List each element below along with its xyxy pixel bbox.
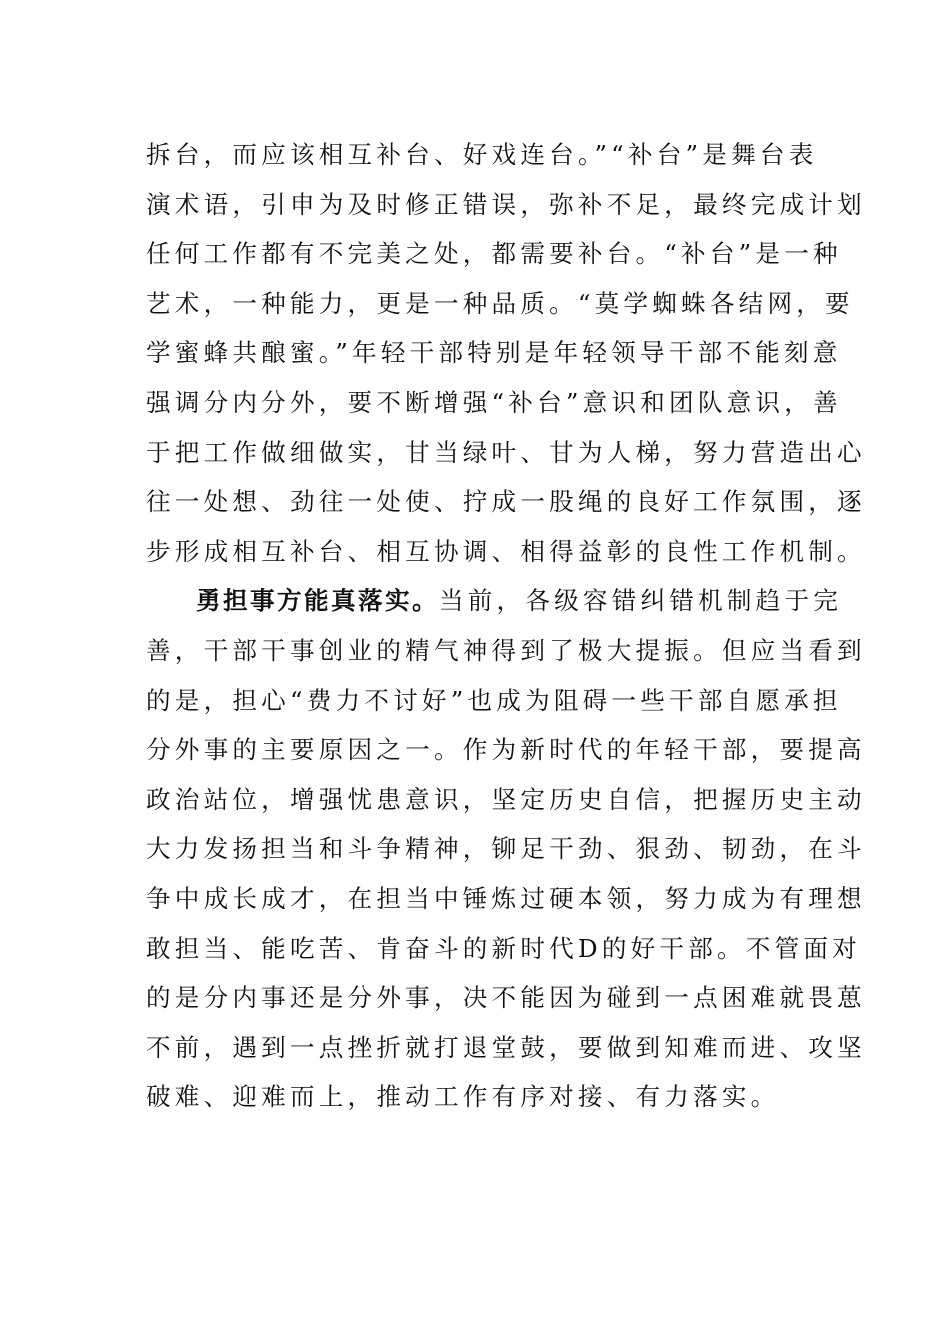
paragraph-2-first-line-text: 当前，各级容错纠错机制趋于完	[438, 586, 843, 616]
paragraph-2-line: 不前，遇到一点挫折就打退堂鼓，要做到知难而进、攻坚	[146, 1032, 866, 1062]
paragraph-1-line: 任何工作都有不完美之处，都需要补台。“补台”是一种	[146, 239, 842, 269]
paragraph-1-line: 步形成相互补台、相互协调、相得益彰的良性工作机制。	[146, 536, 866, 566]
paragraph-1-line: 演术语，引申为及时修正错误，弥补不足，最终完成计划	[146, 189, 866, 219]
paragraph-heading: 勇担事方能真落实。	[196, 586, 439, 616]
paragraph-2-line: 善，干部干事创业的精气神得到了极大提振。但应当看到	[146, 635, 866, 665]
paragraph-1-line: 拆台，而应该相互补台、好戏连台。”“补台”是舞台表	[146, 140, 818, 169]
paragraph-1-line: 强调分内分外，要不断增强“补台”意识和团队意识，善	[146, 387, 842, 417]
paragraph-2-line: 政治站位，增强忧患意识，坚定历史自信，把握历史主动	[146, 784, 866, 814]
paragraph-2-first-line	[146, 576, 843, 626]
paragraph-1-line: 学蜜蜂共酿蜜。”年轻干部特别是年轻领导干部不能刻意	[146, 338, 842, 368]
paragraph-2-line: 争中成长成才，在担当中锤炼过硬本领，努力成为有理想	[146, 883, 866, 913]
paragraph-2-line: 的是，担心“费力不讨好”也成为阻碍一些干部自愿承担	[146, 685, 842, 715]
paragraph-2-line: 的是分内事还是分外事，决不能因为碰到一点困难就畏葸	[146, 983, 866, 1013]
paragraph-2-line: 分外事的主要原因之一。作为新时代的年轻干部，要提高	[146, 735, 866, 765]
document-body	[146, 130, 866, 1122]
paragraph-1-line: 往一处想、劲往一处使、拧成一股绳的良好工作氛围，逐	[146, 487, 866, 517]
paragraph-2	[146, 576, 866, 1122]
paragraph-2-line: 大力发扬担当和斗争精神，铆足干劲、狠劲、韧劲，在斗	[146, 834, 866, 864]
paragraph-2-line: 破难、迎难而上，推动工作有序对接、有力落实。	[146, 1082, 780, 1112]
paragraph-1-line: 于把工作做细做实，甘当绿叶、甘为人梯，努力营造出心	[146, 437, 866, 467]
paragraph-1-line: 艺术，一种能力，更是一种品质。“莫学蜘蛛各结网，要	[146, 288, 854, 318]
paragraph-1	[146, 130, 866, 576]
paragraph-2-line: 敢担当、能吃苦、肯奋斗的新时代D的好干部。不管面对	[146, 933, 861, 963]
